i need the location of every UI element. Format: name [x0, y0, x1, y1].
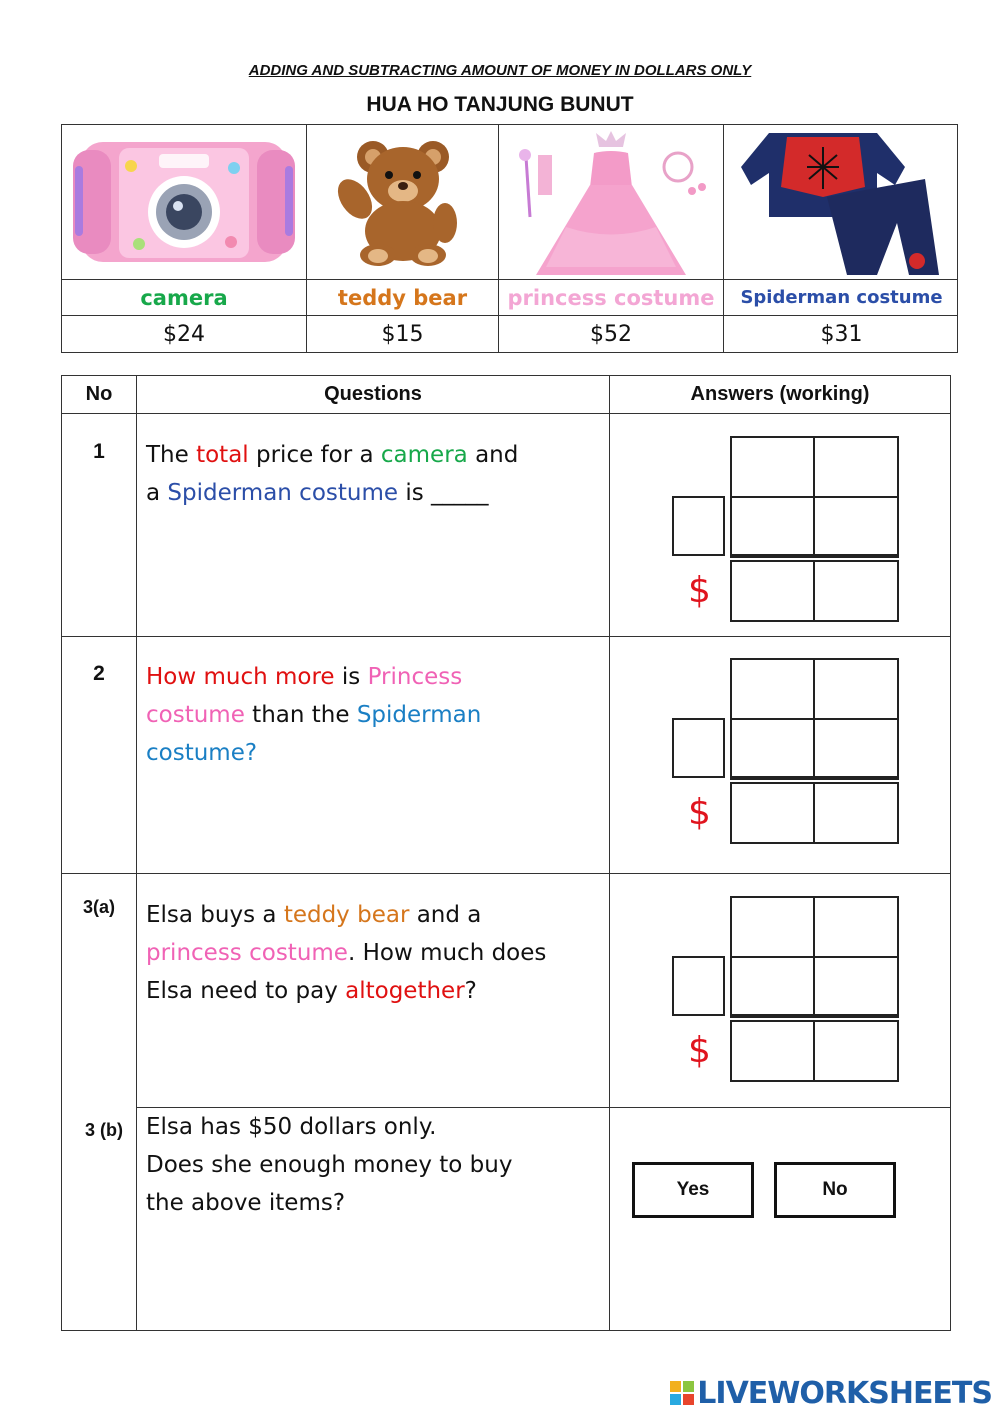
item-name-princess-costume: princess costume	[507, 285, 715, 310]
answer-box[interactable]	[813, 560, 899, 622]
answer-box[interactable]	[730, 436, 815, 498]
dollar-sign: $	[688, 792, 711, 833]
spiderman-costume-image	[724, 125, 959, 279]
operator-box[interactable]	[672, 718, 725, 778]
header-no: No	[85, 383, 113, 405]
item-price-camera: $24	[163, 322, 205, 347]
working-grid-1	[660, 432, 910, 628]
yes-button[interactable]: Yes	[632, 1162, 754, 1218]
answer-box[interactable]	[730, 896, 815, 958]
camera-image	[62, 125, 306, 279]
working-grid-2	[660, 654, 910, 850]
question-2-text: How much more is Princess costume than the Spiderman costume?	[146, 664, 482, 766]
dollar-sign: $	[688, 570, 711, 611]
answer-box[interactable]	[730, 560, 815, 622]
answer-box[interactable]	[813, 782, 899, 844]
item-price-princess-costume: $52	[590, 322, 632, 347]
answer-box[interactable]	[730, 658, 815, 720]
school-name: HUA HO TANJUNG BUNUT	[366, 93, 634, 116]
question-3b-text: Elsa has $50 dollars only. Does she enough money to buy the above items?	[146, 1114, 513, 1216]
answer-box[interactable]	[813, 718, 899, 778]
question-1-text: The total price for a camera and a Spiderman costume is _____	[146, 442, 519, 506]
answer-box[interactable]	[730, 1020, 815, 1082]
princess-costume-image	[499, 125, 723, 279]
answer-box[interactable]	[813, 436, 899, 498]
answer-box[interactable]	[813, 956, 899, 1016]
no-button[interactable]: No	[774, 1162, 896, 1218]
question-number-3b: 3 (b)	[85, 1120, 123, 1140]
working-grid-3a	[660, 892, 910, 1088]
item-name-teddy-bear: teddy bear	[337, 285, 468, 310]
item-name-spiderman-costume: Spiderman costume	[740, 287, 943, 308]
answer-box[interactable]	[730, 496, 815, 556]
answer-box[interactable]	[813, 658, 899, 720]
answer-box[interactable]	[813, 896, 899, 958]
teddy-bear-image	[307, 125, 498, 279]
item-price-spiderman-costume: $31	[820, 322, 863, 347]
question-number-3a: 3(a)	[82, 897, 115, 917]
worksheet-subtitle: ADDING AND SUBTRACTING AMOUNT OF MONEY IN DOLLARS ONLY	[248, 62, 752, 79]
answer-box[interactable]	[730, 782, 815, 844]
liveworksheets-logo-icon	[670, 1381, 694, 1405]
question-number-2: 2	[93, 662, 105, 685]
question-number-1: 1	[93, 440, 105, 463]
item-name-camera: camera	[140, 285, 228, 310]
answer-box[interactable]	[813, 1020, 899, 1082]
liveworksheets-logo: LIVEWORKSHEETS	[670, 1376, 992, 1411]
answer-box[interactable]	[813, 496, 899, 556]
operator-box[interactable]	[672, 496, 725, 556]
header-questions: Questions	[324, 383, 422, 405]
item-price-teddy-bear: $15	[381, 322, 424, 347]
operator-box[interactable]	[672, 956, 725, 1016]
dollar-sign: $	[688, 1030, 711, 1071]
answer-box[interactable]	[730, 956, 815, 1016]
header-answers: Answers (working)	[690, 383, 870, 405]
answer-box[interactable]	[730, 718, 815, 778]
question-3a-text: Elsa buys a teddy bear and a princess costume. How much does Elsa need to pay altogether?	[146, 902, 547, 1004]
items-table	[61, 124, 958, 353]
